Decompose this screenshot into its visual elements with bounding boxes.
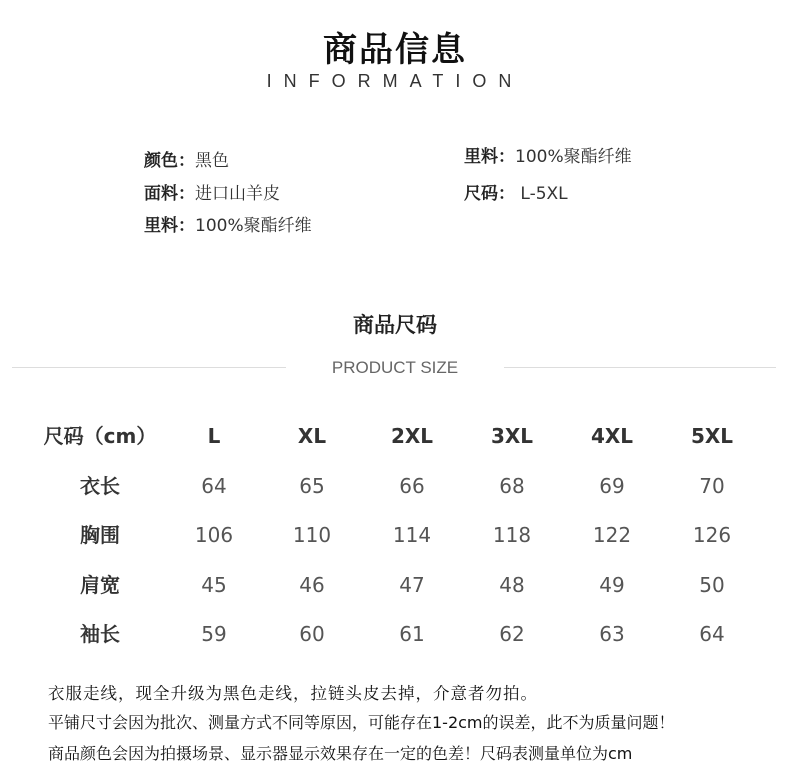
info-color bbox=[144, 146, 229, 171]
table-corner-cell: 尺码（cm） bbox=[43, 424, 157, 448]
table-cell: 62 bbox=[499, 622, 525, 647]
note-color: 商品颜色会因为拍摄场景、显示器显示效果存在一定的色差！尺码表测量单位为cm bbox=[48, 744, 633, 763]
table-cell: 46 bbox=[299, 572, 325, 597]
column-header: XL bbox=[297, 424, 327, 448]
info-lining bbox=[144, 211, 312, 236]
table-row bbox=[40, 561, 762, 611]
info-value: 100%聚酯纤维 bbox=[195, 216, 312, 236]
table-cell: 66 bbox=[399, 473, 425, 498]
row-label: 肩宽 bbox=[80, 572, 120, 597]
info-value: 100%聚酯纤维 bbox=[515, 147, 632, 167]
table-cell: 60 bbox=[299, 622, 325, 647]
table-cell: 118 bbox=[492, 523, 532, 548]
table-row bbox=[40, 462, 762, 512]
column-header: 4XL bbox=[590, 424, 634, 448]
info-size-range bbox=[464, 179, 568, 204]
table-cell: 64 bbox=[201, 473, 227, 498]
row-label: 衣长 bbox=[80, 473, 120, 498]
table-cell: 114 bbox=[392, 523, 432, 548]
info-value: L-5XL bbox=[515, 184, 568, 204]
table-cell: 106 bbox=[194, 523, 234, 548]
note-stitching: 衣服走线，现全升级为黑色走线，拉链头皮去掉，介意者勿拍。 bbox=[48, 684, 538, 703]
info-lining-right bbox=[464, 142, 632, 167]
table-cell: 61 bbox=[399, 622, 425, 647]
table-cell: 45 bbox=[201, 572, 227, 597]
column-header: 3XL bbox=[490, 424, 534, 448]
info-fabric bbox=[144, 179, 280, 204]
table-cell: 59 bbox=[201, 622, 227, 647]
table-cell: 49 bbox=[599, 572, 625, 597]
info-label: 颜色： bbox=[144, 151, 195, 171]
size-section-subtitle: PRODUCT SIZE bbox=[331, 358, 459, 377]
table-cell: 122 bbox=[592, 523, 632, 548]
info-label: 尺码： bbox=[464, 184, 515, 204]
note-measurement: 平铺尺寸会因为批次、测量方式不同等原因，可能存在1-2cm的误差，此不为质量问题！ bbox=[48, 713, 675, 732]
info-label: 里料： bbox=[144, 216, 195, 236]
table-cell: 110 bbox=[292, 523, 332, 548]
table-cell: 70 bbox=[699, 473, 725, 498]
size-section-title: 商品尺码 bbox=[353, 313, 437, 337]
table-cell: 65 bbox=[299, 473, 325, 498]
row-label: 袖长 bbox=[80, 622, 120, 647]
table-cell: 50 bbox=[699, 572, 725, 597]
table-row bbox=[40, 511, 762, 561]
info-value: 进口山羊皮 bbox=[195, 184, 280, 204]
table-cell: 126 bbox=[692, 523, 732, 548]
table-cell: 48 bbox=[499, 572, 525, 597]
table-cell: 64 bbox=[699, 622, 725, 647]
table-header-row bbox=[40, 412, 762, 462]
info-label: 里料： bbox=[464, 147, 515, 167]
page-subtitle: INFORMATION bbox=[266, 71, 524, 91]
table-row bbox=[40, 610, 762, 660]
table-cell: 47 bbox=[399, 572, 425, 597]
page-title: 商品信息 bbox=[323, 30, 467, 70]
table-cell: 68 bbox=[499, 473, 525, 498]
table-cell: 69 bbox=[599, 473, 625, 498]
column-header: L bbox=[207, 424, 221, 448]
row-label: 胸围 bbox=[80, 523, 120, 548]
table-cell: 63 bbox=[599, 622, 625, 647]
info-label: 面料： bbox=[144, 184, 195, 204]
column-header: 2XL bbox=[390, 424, 434, 448]
column-header: 5XL bbox=[690, 424, 734, 448]
size-table bbox=[40, 412, 762, 660]
info-value: 黑色 bbox=[195, 151, 229, 171]
